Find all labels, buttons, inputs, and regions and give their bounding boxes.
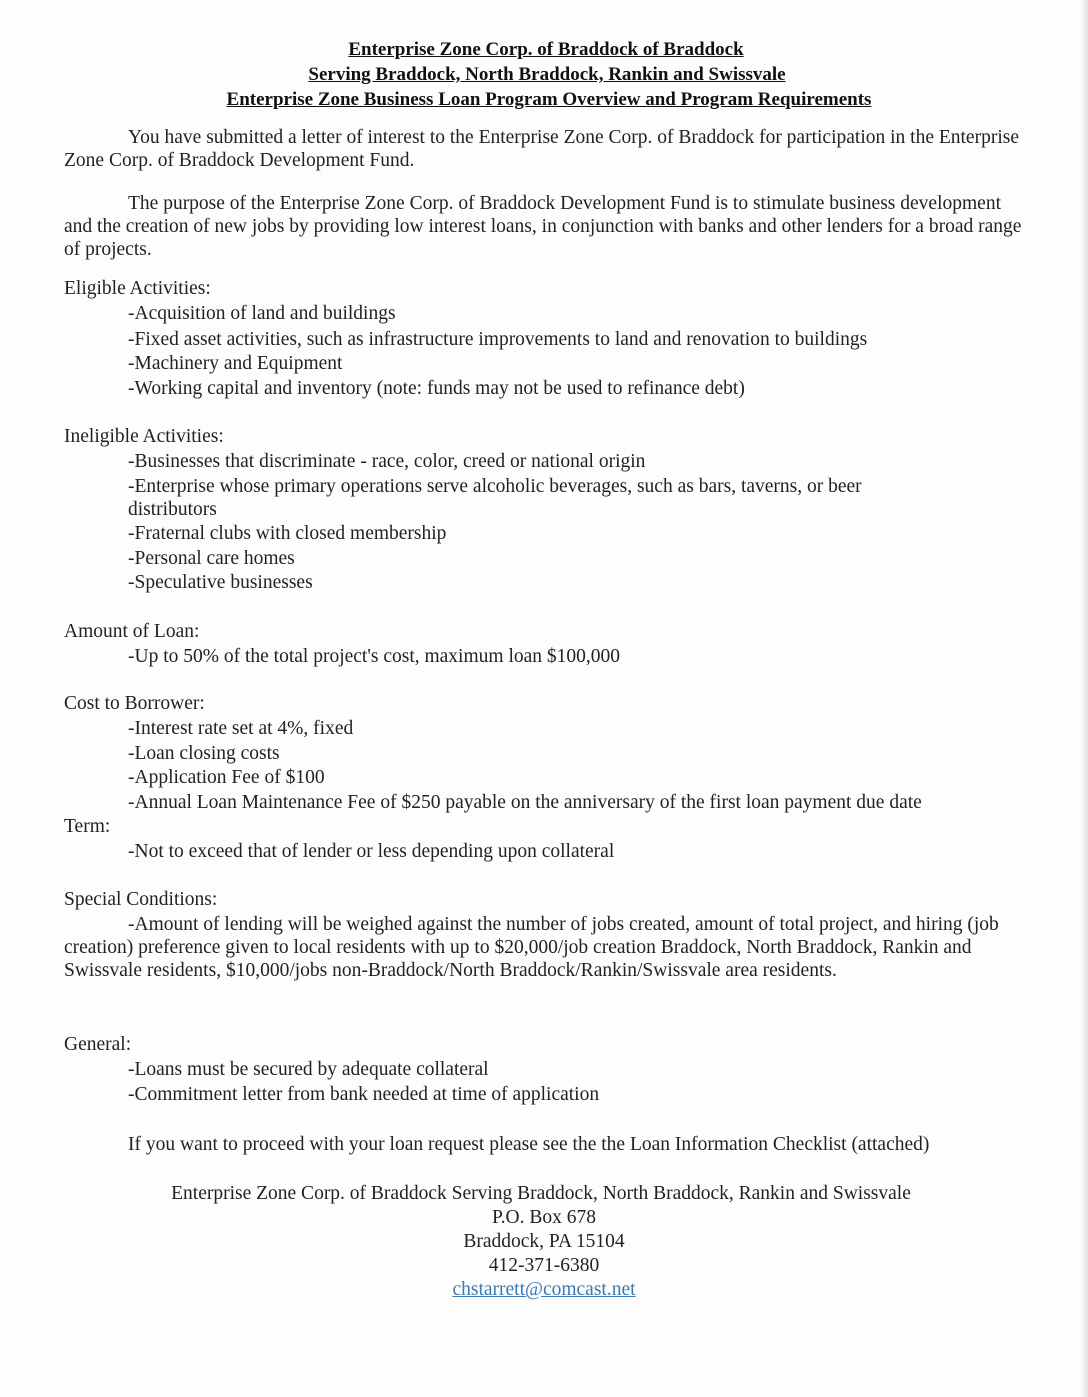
general-item: -Commitment letter from bank needed at time of application <box>128 1084 600 1105</box>
amount-item: -Up to 50% of the total project's cost, maximum loan $100,000 <box>128 646 621 667</box>
footer-email-link[interactable]: chstarrett@comcast.net <box>452 1279 636 1300</box>
closing-instruction: If you want to proceed with your loan request please see the the Loan Information Checklist (attached) <box>128 1134 930 1155</box>
footer-city: Braddock, PA 15104 <box>463 1231 625 1252</box>
ineligible-activities-label: Ineligible Activities: <box>64 426 224 447</box>
amount-of-loan-label: Amount of Loan: <box>64 621 200 642</box>
header-subtitle: Serving Braddock, North Braddock, Rankin and Swissvale <box>308 64 786 85</box>
special-conditions-label: Special Conditions: <box>64 889 218 910</box>
cost-item: -Annual Loan Maintenance Fee of $250 payable on the anniversary of the first loan payment due date <box>128 792 922 813</box>
cost-to-borrower-label: Cost to Borrower: <box>64 693 205 714</box>
footer-email-row <box>0 1278 1088 1302</box>
general-label: General: <box>64 1034 132 1055</box>
cost-item: -Interest rate set at 4%, fixed <box>128 718 354 739</box>
eligible-activities-label: Eligible Activities: <box>64 278 211 299</box>
eligible-item: -Working capital and inventory (note: funds may not be used to refinance debt) <box>128 378 745 399</box>
special-conditions-text: -Amount of lending will be weighed against the number of jobs created, amount of total project, and hiring (job creation) preference given to local residents with up to $20,000/job creation Braddock, North Braddock, Rankin and Swissvale residents, $10,000/jobs non-Braddock/North Braddock/Rankin/Swissvale area residents. <box>64 914 999 981</box>
ineligible-item: -Personal care homes <box>128 548 295 569</box>
footer-po-box: P.O. Box 678 <box>491 1207 597 1228</box>
ineligible-item: -Enterprise whose primary operations serve alcoholic beverages, such as bars, taverns, or beer distributors <box>128 476 862 520</box>
ineligible-item: -Fraternal clubs with closed membership <box>128 523 447 544</box>
ineligible-item: -Speculative businesses <box>128 572 313 593</box>
document-header <box>0 37 1088 112</box>
intro-paragraph-1: You have submitted a letter of interest to the Enterprise Zone Corp. of Braddock for participation in the Enterprise Zone Corp. of Braddock Development Fund. <box>64 127 1019 171</box>
general-item: -Loans must be secured by adequate collateral <box>128 1059 489 1080</box>
cost-item: -Application Fee of $100 <box>128 767 325 788</box>
term-label: Term: <box>64 816 111 837</box>
header-title: Enterprise Zone Corp. of Braddock of Braddock <box>348 39 744 60</box>
term-item: -Not to exceed that of lender or less depending upon collateral <box>128 841 615 862</box>
eligible-item: -Acquisition of land and buildings <box>128 303 396 324</box>
footer-organization: Enterprise Zone Corp. of Braddock Serving Braddock, North Braddock, Rankin and Swissvale <box>171 1183 911 1204</box>
cost-item: -Loan closing costs <box>128 743 280 764</box>
header-program-title: Enterprise Zone Business Loan Program Overview and Program Requirements <box>226 89 872 110</box>
eligible-item: -Machinery and Equipment <box>128 353 343 374</box>
ineligible-item: -Businesses that discriminate - race, color, creed or national origin <box>128 451 646 472</box>
eligible-item: -Fixed asset activities, such as infrastructure improvements to land and renovation to buildings <box>128 329 868 350</box>
footer-phone: 412-371-6380 <box>488 1255 600 1276</box>
intro-paragraph-2: The purpose of the Enterprise Zone Corp. of Braddock Development Fund is to stimulate business development and the creation of new jobs by providing low interest loans, in conjunction with banks and other lenders for a broad range of projects. <box>64 193 1022 260</box>
